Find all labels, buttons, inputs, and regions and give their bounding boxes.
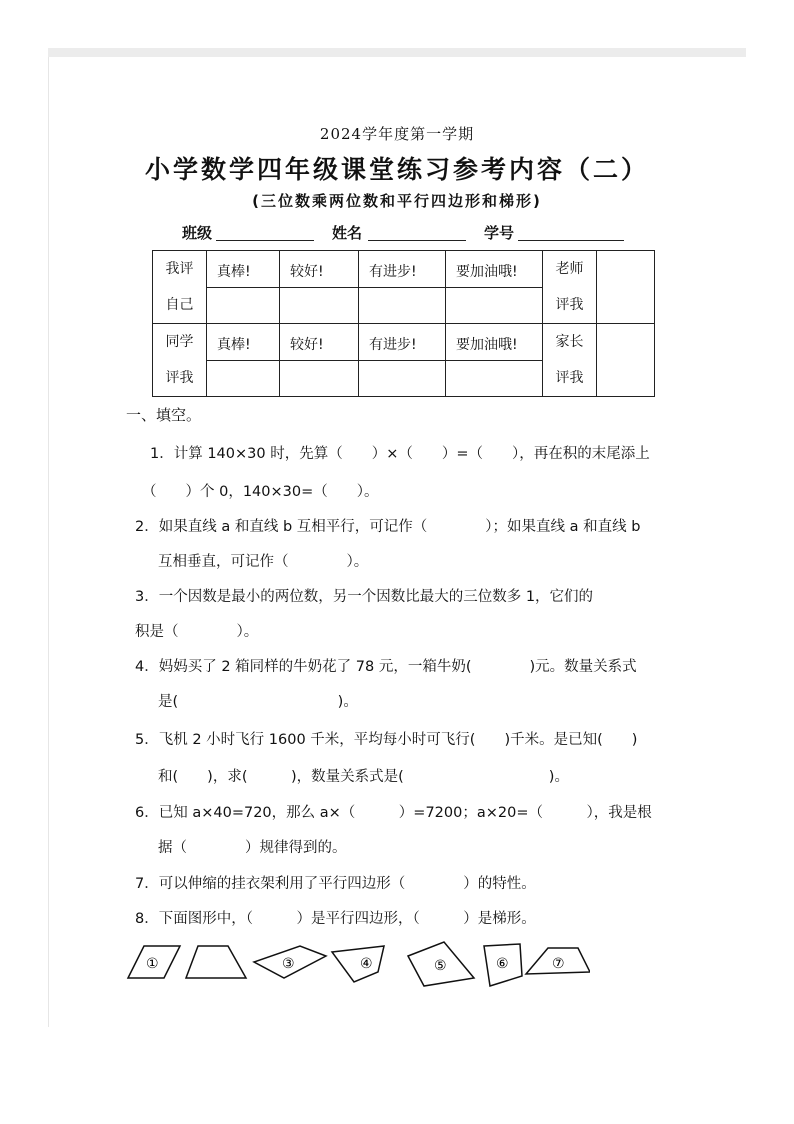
peer-option-great: 真棒! — [217, 337, 251, 353]
peer-eval-line1: 同学 — [165, 334, 194, 350]
question-6-line-1: 6．已知 a×40=720，那么 a×（ ）=7200；a×20=（ ），我是根 — [135, 805, 652, 821]
question-3-line-1: 3．一个因数是最小的两位数，另一个因数比最大的三位数多 1，它们的 — [135, 589, 594, 605]
shape-label-7: ⑦ — [552, 956, 565, 972]
name-label: 姓名 — [332, 224, 363, 242]
id-field[interactable] — [518, 240, 624, 241]
page-subtitle: (三位数乘两位数和平行四边形和梯形) — [252, 192, 542, 210]
peer-eval-header — [153, 324, 207, 397]
shape-2-trapezoid — [186, 946, 246, 978]
question-1-line-1: 1．计算 140×30 时，先算（ ）×（ ）=（ ），再在积的末尾添上 — [150, 446, 650, 462]
shape-label-6: ⑥ — [496, 956, 509, 972]
option-progress: 有进步! — [369, 264, 417, 280]
shape-4-quadrilateral — [332, 946, 384, 982]
year-term: 2024学年度第一学期 — [319, 125, 475, 143]
peer-option-try-cell — [446, 324, 543, 361]
peer-option-try: 要加油哦! — [456, 337, 518, 353]
parent-eval-box[interactable] — [597, 324, 655, 397]
class-field[interactable] — [216, 240, 314, 241]
teacher-eval-box[interactable] — [597, 251, 655, 324]
parent-eval-line1: 家长 — [555, 334, 584, 350]
peer-option-great-cell — [207, 324, 280, 361]
shape-label-4: ④ — [360, 956, 373, 972]
self-mark-2[interactable] — [280, 288, 359, 324]
peer-option-progress-cell — [359, 324, 446, 361]
shape-label-1: ① — [146, 956, 159, 972]
self-mark-4[interactable] — [446, 288, 543, 324]
question-5-line-1: 5．飞机 2 小时飞行 1600 千米，平均每小时可飞行( )千米。是已知( ) — [135, 732, 638, 748]
page-title: 小学数学四年级课堂练习参考内容（二） — [144, 155, 649, 184]
teacher-eval-line2: 评我 — [555, 297, 584, 313]
shape-figures — [120, 938, 590, 994]
question-8: 8．下面图形中，（ ）是平行四边形，（ ）是梯形。 — [135, 911, 536, 927]
self-mark-3[interactable] — [359, 288, 446, 324]
option-good-cell — [280, 251, 359, 288]
self-eval-line1: 我评 — [165, 261, 194, 277]
option-progress-cell — [359, 251, 446, 288]
teacher-eval-header — [543, 251, 597, 324]
self-mark-1[interactable] — [207, 288, 280, 324]
teacher-eval-line1: 老师 — [555, 261, 584, 277]
option-try-cell — [446, 251, 543, 288]
peer-option-progress: 有进步! — [369, 337, 417, 353]
option-good: 较好! — [290, 264, 324, 280]
parent-eval-line2: 评我 — [555, 370, 584, 386]
section-heading-fill: 一、填空。 — [126, 406, 202, 424]
page-top-border — [48, 48, 746, 57]
peer-option-good: 较好! — [290, 337, 324, 353]
option-great-cell — [207, 251, 280, 288]
question-4-line-2: 是( )。 — [158, 694, 358, 710]
option-try: 要加油哦! — [456, 264, 518, 280]
parent-eval-header — [543, 324, 597, 397]
peer-option-good-cell — [280, 324, 359, 361]
self-eval-header — [153, 251, 207, 324]
class-label: 班级 — [182, 224, 213, 242]
peer-eval-line2: 评我 — [165, 370, 194, 386]
question-4-line-1: 4．妈妈买了 2 箱同样的牛奶花了 78 元，一箱牛奶( )元。数量关系式 — [135, 659, 637, 675]
question-5-line-2: 和( )，求( )，数量关系式是( )。 — [158, 769, 569, 785]
question-3-line-2: 积是（ ）。 — [135, 624, 259, 640]
question-6-line-2: 据（ ）规律得到的。 — [158, 840, 347, 856]
id-label: 学号 — [484, 224, 515, 242]
shape-label-3: ③ — [282, 956, 295, 972]
self-eval-line2: 自己 — [165, 297, 194, 313]
question-1-line-2: （ ）个 0，140×30=（ ）。 — [142, 484, 379, 500]
evaluation-table — [152, 250, 655, 397]
name-field[interactable] — [368, 240, 466, 241]
peer-mark-1[interactable] — [207, 361, 280, 397]
peer-mark-4[interactable] — [446, 361, 543, 397]
peer-mark-2[interactable] — [280, 361, 359, 397]
shape-label-5: ⑤ — [434, 958, 447, 974]
option-great: 真棒! — [217, 264, 251, 280]
question-2-line-2: 互相垂直，可记作（ ）。 — [158, 554, 369, 570]
question-2-line-1: 2．如果直线 a 和直线 b 互相平行，可记作（ ）；如果直线 a 和直线 b — [135, 519, 641, 535]
peer-mark-3[interactable] — [359, 361, 446, 397]
question-7: 7．可以伸缩的挂衣架利用了平行四边形（ ）的特性。 — [135, 876, 536, 892]
